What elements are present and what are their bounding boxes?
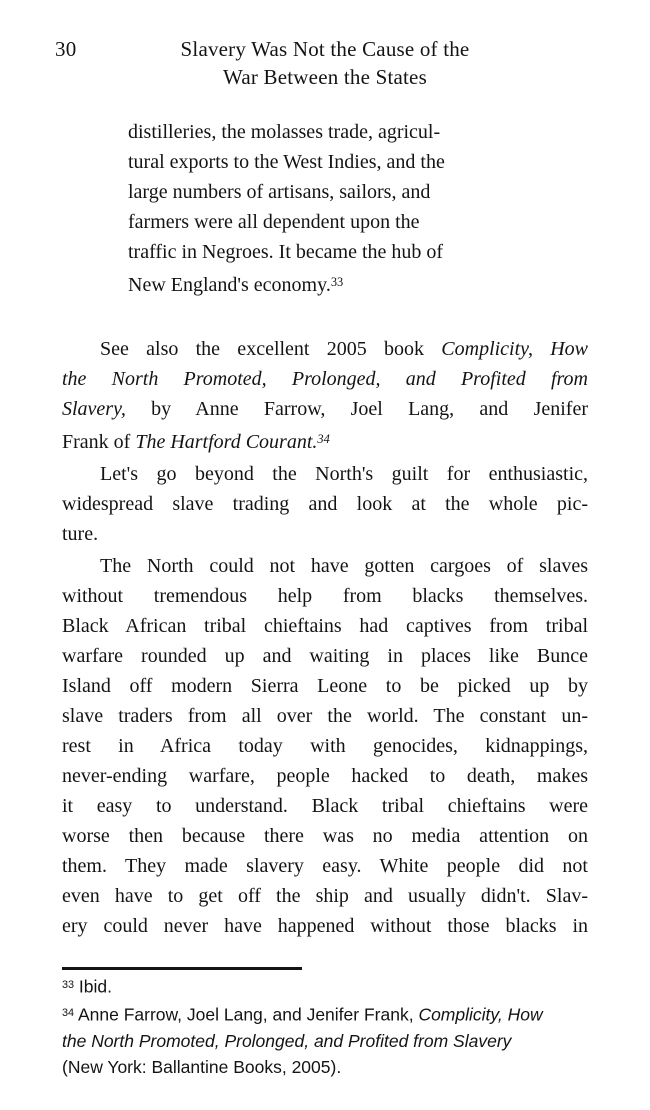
body-line: ture. (62, 523, 99, 546)
body-line: never-ending warfare, people hacked to death, makes (62, 765, 588, 788)
body-line: them. They made slavery easy. White people did not (62, 855, 588, 878)
paragraph-see-also (62, 334, 588, 457)
footnote-separator-rule (62, 967, 302, 970)
running-header (55, 35, 588, 91)
quote-line: New England's economy.$^{33}$ (128, 274, 344, 297)
footnote-line: the North Promoted, Prolonged, and Profited from Slavery (62, 1030, 512, 1051)
body-line: See also the excellent 2005 book Complicity, How (100, 338, 588, 361)
header-title-line-1: Slavery Was Not the Cause of the (180, 37, 470, 61)
footnotes (62, 972, 588, 1079)
body-line: widespread slave trading and look at the whole pic- (62, 493, 588, 516)
footnote-line: $^{33}$ Ibid. (62, 976, 113, 997)
body-line: The North could not have gotten cargoes of slaves (100, 555, 588, 578)
page-number: 30 (55, 37, 77, 61)
quote-line: tural exports to the West Indies, and the (128, 151, 445, 173)
body-line: it easy to understand. Black tribal chieftains were (62, 795, 588, 818)
body-line: Let's go beyond the North's guilt for enthusiastic, (100, 463, 588, 486)
quote-line: distilleries, the molasses trade, agricul- (128, 121, 441, 143)
paragraph-the-north (62, 551, 588, 941)
block-quote (128, 117, 528, 300)
body-line: Slavery, by Anne Farrow, Joel Lang, and Jenifer (62, 398, 588, 421)
quote-line: traffic in Negroes. It became the hub of (128, 241, 444, 263)
body-line: Frank of The Hartford Courant.$^{34}$ (62, 431, 330, 454)
body-line: even have to get off the ship and usually didn't. Slav- (62, 885, 588, 908)
header-title-line-2: War Between the States (223, 65, 427, 89)
quote-line: large numbers of artisans, sailors, and (128, 181, 431, 203)
footnote-line: (New York: Ballantine Books, 2005). (62, 1056, 342, 1077)
body-line: slave traders from all over the world. The constant un- (62, 705, 588, 728)
body-line: ery could never have happened without those blacks in (62, 915, 588, 938)
footnote-line: $^{34}$ Anne Farrow, Joel Lang, and Jenifer Frank, Complicity, How (62, 1004, 543, 1025)
quote-line: farmers were all dependent upon the (128, 211, 420, 233)
body-line: without tremendous help from blacks themselves. (62, 585, 588, 608)
body-line: warfare rounded up and waiting in places like Bunce (62, 645, 588, 668)
body-line: rest in Africa today with genocides, kidnappings, (62, 735, 588, 758)
body-line: Black African tribal chieftains had captives from tribal (62, 615, 588, 638)
body-line: the North Promoted, Prolonged, and Profited from (62, 368, 588, 391)
body-text (62, 334, 588, 941)
paragraph-lets-go-beyond (62, 459, 588, 549)
body-line: Island off modern Sierra Leone to be picked up by (62, 675, 588, 698)
body-line: worse then because there was no media attention on (62, 825, 588, 848)
